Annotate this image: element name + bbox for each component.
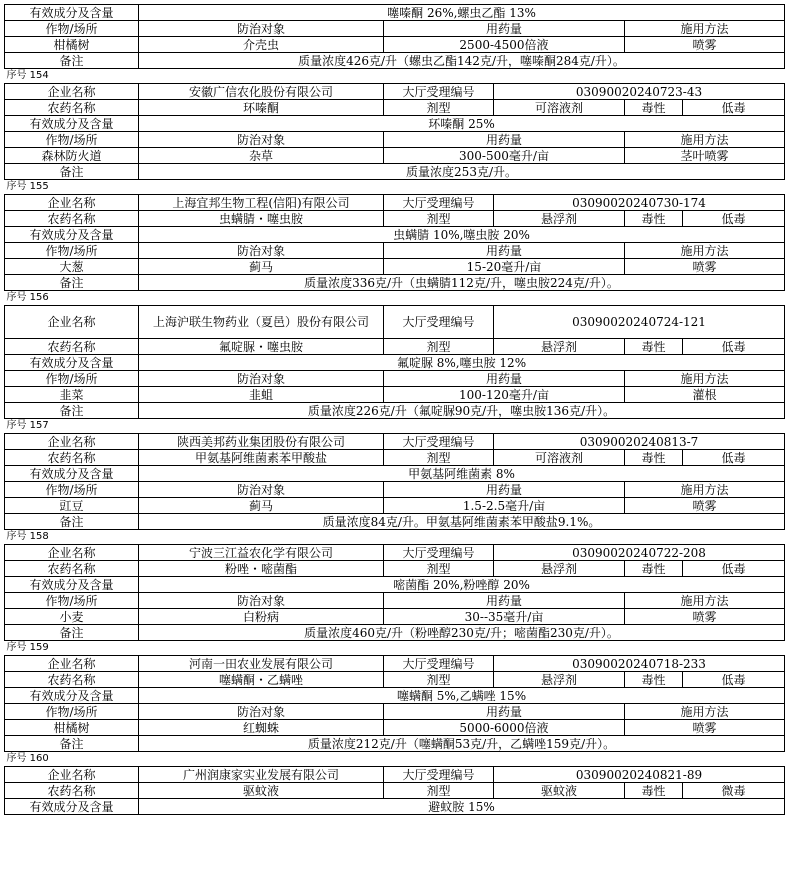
dose-value: 1.5-2.5毫升/亩	[384, 498, 625, 514]
hall-no-label: 大厅受理编号	[384, 84, 494, 100]
record-seq: 序号 155	[6, 181, 49, 192]
target-value: 白粉病	[139, 609, 384, 625]
ingredient-row	[5, 799, 785, 815]
note-row	[5, 275, 785, 291]
pesticide-row	[5, 339, 785, 355]
dose-header: 用药量	[384, 371, 625, 387]
pesticide-label: 农药名称	[5, 339, 139, 355]
formulation-value: 可溶液剂	[494, 450, 625, 466]
toxicity-value: 低毒	[683, 672, 785, 688]
use-row	[5, 720, 785, 736]
ingredient-label: 有效成分及含量	[5, 466, 139, 482]
use-header-row	[5, 704, 785, 720]
dose-header: 用药量	[384, 593, 625, 609]
note-value: 质量浓度336克/升（虫螨腈112克/升，噻虫胺224克/升）。	[139, 275, 785, 291]
ingredient-value: 虫螨腈 10%,噻虫胺 20%	[139, 227, 785, 243]
use-row	[5, 37, 785, 53]
note-value: 质量浓度212克/升（噻螨酮53克/升，乙螨唑159克/升）。	[139, 736, 785, 752]
seq-row	[5, 641, 785, 656]
hall-no-label: 大厅受理编号	[384, 306, 494, 339]
note-row	[5, 736, 785, 752]
formulation-label: 剂型	[384, 211, 494, 227]
dose-value: 5000-6000倍液	[384, 720, 625, 736]
company-row	[5, 306, 785, 339]
hall-no-value: 03090020240723-43	[494, 84, 785, 100]
method-value: 喷雾	[625, 720, 785, 736]
formulation-value: 可溶液剂	[494, 100, 625, 116]
company-row	[5, 84, 785, 100]
crop-value: 森林防火道	[5, 148, 139, 164]
seq-row	[5, 752, 785, 767]
toxicity-label: 毒性	[625, 339, 683, 355]
company-name: 河南一田农业发展有限公司	[139, 656, 384, 672]
table-body	[5, 5, 785, 815]
hall-no-value: 03090020240813-7	[494, 434, 785, 450]
seq-row	[5, 530, 785, 545]
company-row	[5, 767, 785, 783]
pesticide-row	[5, 211, 785, 227]
hall-no-value: 03090020240722-208	[494, 545, 785, 561]
crop-value: 柑橘树	[5, 720, 139, 736]
note-row	[5, 514, 785, 530]
formulation-label: 剂型	[384, 561, 494, 577]
use-row	[5, 609, 785, 625]
toxicity-value: 低毒	[683, 339, 785, 355]
ingredient-row	[5, 355, 785, 371]
use-row	[5, 387, 785, 403]
ingredient-label: 有效成分及含量	[5, 577, 139, 593]
company-row	[5, 434, 785, 450]
dose-value: 15-20毫升/亩	[384, 259, 625, 275]
seq-row	[5, 180, 785, 195]
crop-value: 小麦	[5, 609, 139, 625]
record-seq: 序号 157	[6, 420, 49, 431]
use-header-row	[5, 243, 785, 259]
seq-row	[5, 419, 785, 434]
crop-value: 柑橘树	[5, 37, 139, 53]
note-value: 质量浓度84克/升。甲氨基阿维菌素苯甲酸盐9.1%。	[139, 514, 785, 530]
use-header-row	[5, 21, 785, 37]
use-header-row	[5, 593, 785, 609]
crop-header: 作物/场所	[5, 132, 139, 148]
company-name: 陕西美邦药业集团股份有限公司	[139, 434, 384, 450]
dose-value: 300-500毫升/亩	[384, 148, 625, 164]
formulation-label: 剂型	[384, 339, 494, 355]
crop-header: 作物/场所	[5, 704, 139, 720]
hall-no-label: 大厅受理编号	[384, 656, 494, 672]
hall-no-label: 大厅受理编号	[384, 767, 494, 783]
company-label: 企业名称	[5, 84, 139, 100]
crop-value: 韭菜	[5, 387, 139, 403]
method-value: 灌根	[625, 387, 785, 403]
hall-no-value: 03090020240821-89	[494, 767, 785, 783]
ingredient-value: 噻螨酮 5%,乙螨唑 15%	[139, 688, 785, 704]
target-header: 防治对象	[139, 593, 384, 609]
ingredient-value: 甲氨基阿维菌素 8%	[139, 466, 785, 482]
company-name: 宁波三江益农化学有限公司	[139, 545, 384, 561]
note-label: 备注	[5, 514, 139, 530]
formulation-label: 剂型	[384, 672, 494, 688]
dose-header: 用药量	[384, 243, 625, 259]
toxicity-value: 低毒	[683, 561, 785, 577]
hall-no-value: 03090020240730-174	[494, 195, 785, 211]
method-value: 茎叶喷雾	[625, 148, 785, 164]
crop-value: 豇豆	[5, 498, 139, 514]
seq-row	[5, 69, 785, 84]
ingredient-row	[5, 227, 785, 243]
pesticide-row	[5, 100, 785, 116]
target-value: 红蜘蛛	[139, 720, 384, 736]
ingredient-label: 有效成分及含量	[5, 116, 139, 132]
pesticide-name: 粉唑・嘧菌酯	[139, 561, 384, 577]
ingredient-value: 嘧菌酯 20%,粉唑醇 20%	[139, 577, 785, 593]
formulation-label: 剂型	[384, 783, 494, 799]
note-label: 备注	[5, 275, 139, 291]
record-seq: 序号 154	[6, 70, 49, 81]
hall-no-value: 03090020240724-121	[494, 306, 785, 339]
target-header: 防治对象	[139, 21, 384, 37]
ingredient-row	[5, 5, 785, 21]
pesticide-name: 噻螨酮・乙螨唑	[139, 672, 384, 688]
company-row	[5, 545, 785, 561]
company-row	[5, 656, 785, 672]
ingredient-row	[5, 466, 785, 482]
record-seq: 序号 160	[6, 753, 49, 764]
pesticide-name: 驱蚊液	[139, 783, 384, 799]
crop-header: 作物/场所	[5, 482, 139, 498]
toxicity-label: 毒性	[625, 100, 683, 116]
note-value: 质量浓度426克/升（螺虫乙酯142克/升，噻嗪酮284克/升）。	[139, 53, 785, 69]
record-seq: 序号 158	[6, 531, 49, 542]
method-value: 喷雾	[625, 259, 785, 275]
record-seq: 序号 156	[6, 292, 49, 303]
company-row	[5, 195, 785, 211]
dose-header: 用药量	[384, 132, 625, 148]
toxicity-label: 毒性	[625, 561, 683, 577]
record-seq: 序号 159	[6, 642, 49, 653]
use-header-row	[5, 482, 785, 498]
toxicity-label: 毒性	[625, 672, 683, 688]
method-value: 喷雾	[625, 498, 785, 514]
note-label: 备注	[5, 53, 139, 69]
use-header-row	[5, 371, 785, 387]
ingredient-label: 有效成分及含量	[5, 5, 139, 21]
pesticide-name: 虫螨腈・噻虫胺	[139, 211, 384, 227]
crop-value: 大葱	[5, 259, 139, 275]
pesticide-name: 环嗪酮	[139, 100, 384, 116]
hall-no-label: 大厅受理编号	[384, 545, 494, 561]
pesticide-row	[5, 783, 785, 799]
pesticide-registration-table	[4, 4, 785, 815]
ingredient-value: 氟啶脲 8%,噻虫胺 12%	[139, 355, 785, 371]
company-label: 企业名称	[5, 195, 139, 211]
pesticide-label: 农药名称	[5, 100, 139, 116]
pesticide-label: 农药名称	[5, 783, 139, 799]
note-row	[5, 625, 785, 641]
note-value: 质量浓度460克/升（粉唑醇230克/升；嘧菌酯230克/升）。	[139, 625, 785, 641]
toxicity-value: 低毒	[683, 100, 785, 116]
dose-value: 2500-4500倍液	[384, 37, 625, 53]
ingredient-row	[5, 688, 785, 704]
toxicity-value: 低毒	[683, 211, 785, 227]
method-header: 施用方法	[625, 132, 785, 148]
target-header: 防治对象	[139, 243, 384, 259]
company-label: 企业名称	[5, 545, 139, 561]
use-header-row	[5, 132, 785, 148]
dose-value: 30--35毫升/亩	[384, 609, 625, 625]
note-label: 备注	[5, 625, 139, 641]
formulation-label: 剂型	[384, 450, 494, 466]
company-name: 广州润康家实业发展有限公司	[139, 767, 384, 783]
target-value: 介壳虫	[139, 37, 384, 53]
pesticide-name: 甲氨基阿维菌素苯甲酸盐	[139, 450, 384, 466]
toxicity-value: 低毒	[683, 450, 785, 466]
target-header: 防治对象	[139, 704, 384, 720]
use-row	[5, 148, 785, 164]
formulation-value: 悬浮剂	[494, 339, 625, 355]
use-row	[5, 259, 785, 275]
note-row	[5, 53, 785, 69]
toxicity-value: 微毒	[683, 783, 785, 799]
ingredient-value: 避蚊胺 15%	[139, 799, 785, 815]
formulation-label: 剂型	[384, 100, 494, 116]
method-value: 喷雾	[625, 37, 785, 53]
company-label: 企业名称	[5, 656, 139, 672]
note-row	[5, 164, 785, 180]
crop-header: 作物/场所	[5, 21, 139, 37]
ingredient-label: 有效成分及含量	[5, 799, 139, 815]
ingredient-value: 噻嗪酮 26%,螺虫乙酯 13%	[139, 5, 785, 21]
method-value: 喷雾	[625, 609, 785, 625]
method-header: 施用方法	[625, 371, 785, 387]
note-label: 备注	[5, 403, 139, 419]
company-label: 企业名称	[5, 306, 139, 339]
formulation-value: 悬浮剂	[494, 211, 625, 227]
note-label: 备注	[5, 736, 139, 752]
pesticide-name: 氟啶脲・噻虫胺	[139, 339, 384, 355]
use-row	[5, 498, 785, 514]
company-label: 企业名称	[5, 767, 139, 783]
target-header: 防治对象	[139, 371, 384, 387]
pesticide-row	[5, 672, 785, 688]
target-value: 韭蛆	[139, 387, 384, 403]
ingredient-value: 环嗪酮 25%	[139, 116, 785, 132]
ingredient-row	[5, 116, 785, 132]
ingredient-label: 有效成分及含量	[5, 355, 139, 371]
toxicity-label: 毒性	[625, 450, 683, 466]
target-value: 蓟马	[139, 259, 384, 275]
ingredient-label: 有效成分及含量	[5, 688, 139, 704]
dose-header: 用药量	[384, 21, 625, 37]
pesticide-label: 农药名称	[5, 211, 139, 227]
note-row	[5, 403, 785, 419]
company-name: 安徽广信农化股份有限公司	[139, 84, 384, 100]
target-value: 杂草	[139, 148, 384, 164]
method-header: 施用方法	[625, 21, 785, 37]
company-label: 企业名称	[5, 434, 139, 450]
company-name: 上海沪联生物药业（夏邑）股份有限公司	[139, 306, 384, 339]
method-header: 施用方法	[625, 704, 785, 720]
pesticide-row	[5, 561, 785, 577]
crop-header: 作物/场所	[5, 243, 139, 259]
pesticide-label: 农药名称	[5, 672, 139, 688]
dose-header: 用药量	[384, 482, 625, 498]
formulation-value: 悬浮剂	[494, 561, 625, 577]
ingredient-label: 有效成分及含量	[5, 227, 139, 243]
formulation-value: 悬浮剂	[494, 672, 625, 688]
company-name: 上海宜邦生物工程(信阳)有限公司	[139, 195, 384, 211]
seq-row	[5, 291, 785, 306]
toxicity-label: 毒性	[625, 211, 683, 227]
pesticide-label: 农药名称	[5, 450, 139, 466]
dose-header: 用药量	[384, 704, 625, 720]
pesticide-row	[5, 450, 785, 466]
pesticide-label: 农药名称	[5, 561, 139, 577]
target-header: 防治对象	[139, 132, 384, 148]
target-header: 防治对象	[139, 482, 384, 498]
note-value: 质量浓度253克/升。	[139, 164, 785, 180]
method-header: 施用方法	[625, 593, 785, 609]
target-value: 蓟马	[139, 498, 384, 514]
crop-header: 作物/场所	[5, 371, 139, 387]
toxicity-label: 毒性	[625, 783, 683, 799]
note-value: 质量浓度226克/升（氟啶脲90克/升，噻虫胺136克/升）。	[139, 403, 785, 419]
note-label: 备注	[5, 164, 139, 180]
hall-no-label: 大厅受理编号	[384, 434, 494, 450]
crop-header: 作物/场所	[5, 593, 139, 609]
formulation-value: 驱蚊液	[494, 783, 625, 799]
dose-value: 100-120毫升/亩	[384, 387, 625, 403]
hall-no-label: 大厅受理编号	[384, 195, 494, 211]
method-header: 施用方法	[625, 482, 785, 498]
ingredient-row	[5, 577, 785, 593]
hall-no-value: 03090020240718-233	[494, 656, 785, 672]
method-header: 施用方法	[625, 243, 785, 259]
